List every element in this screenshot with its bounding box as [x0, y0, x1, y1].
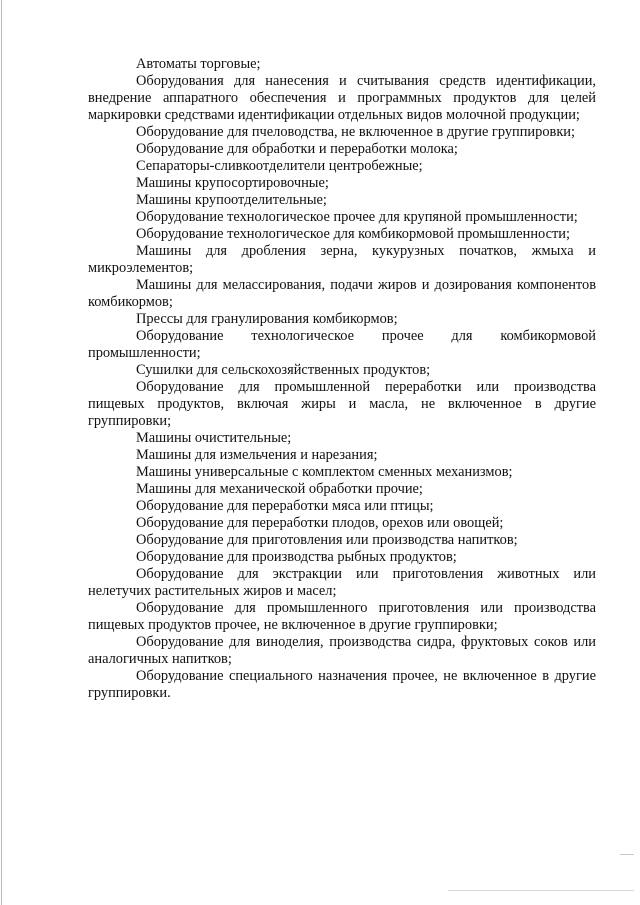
paragraph-1: Автоматы торговые; [136, 56, 261, 72]
paragraph-26: Оборудование для виноделия, производства сидра, фруктовых соков или аналогичных напитков; [88, 634, 596, 667]
paragraph-3: Оборудование для пчеловодства, не включенное в другие группировки; [136, 124, 576, 140]
paragraph-25: Оборудование для промышленного приготовления или производства пищевых продуктов прочее, не включенное в другие группировки; [88, 600, 596, 633]
paragraph-22: Оборудование для приготовления или производства напитков; [136, 532, 518, 548]
paragraph-2: Оборудования для нанесения и считывания средств идентификации, внедрение аппаратного обеспечения и программных продуктов для целей маркировки средствами идентификации отдельных видов молочной продукции; [88, 73, 596, 123]
paragraph-16: Машины очистительные; [136, 430, 292, 446]
paragraph-14: Сушилки для сельскохозяйственных продуктов; [136, 362, 431, 378]
paragraph-17: Машины для измельчения и нарезания; [136, 447, 378, 463]
paragraph-20: Оборудование для переработки мяса или птицы; [136, 498, 434, 514]
paragraph-15: Оборудование для промышленной переработки или производства пищевых продуктов, включая жиры и масла, не включенное в другие группировки; [88, 379, 596, 429]
scan-mark-right [620, 854, 634, 855]
paragraph-12: Прессы для гранулирования комбикормов; [136, 311, 398, 327]
page-left-edge [1, 0, 2, 905]
paragraph-9: Оборудование технологическое для комбикормовой промышленности; [136, 226, 570, 242]
document-body [88, 56, 596, 702]
paragraph-24: Оборудование для экстракции или приготовления животных или нелетучих растительных жиров и масел; [88, 566, 596, 599]
paragraph-19: Машины для механической обработки прочие; [136, 481, 423, 497]
paragraph-21: Оборудование для переработки плодов, орехов или овощей; [136, 515, 504, 531]
paragraph-8: Оборудование технологическое прочее для крупяной промышленности; [136, 209, 578, 225]
scan-mark-bottom [448, 890, 634, 891]
paragraph-4: Оборудование для обработки и переработки молока; [136, 141, 458, 157]
paragraph-23: Оборудование для производства рыбных продуктов; [136, 549, 457, 565]
paragraph-13: Оборудование технологическое прочее для комбикормовой промышленности; [88, 328, 596, 361]
paragraph-5: Сепараторы-сливкоотделители центробежные; [136, 158, 423, 174]
paragraph-10: Машины для дробления зерна, кукурузных початков, жмыха и микроэлементов; [88, 243, 596, 276]
paragraph-11: Машины для мелассирования, подачи жиров и дозирования компонентов комбикормов; [88, 277, 596, 310]
paragraph-7: Машины крупоотделительные; [136, 192, 327, 208]
paragraph-27: Оборудование специального назначения прочее, не включенное в другие группировки. [88, 668, 596, 701]
paragraph-6: Машины крупосортировочные; [136, 175, 329, 191]
paragraph-18: Машины универсальные с комплектом сменных механизмов; [136, 464, 513, 480]
